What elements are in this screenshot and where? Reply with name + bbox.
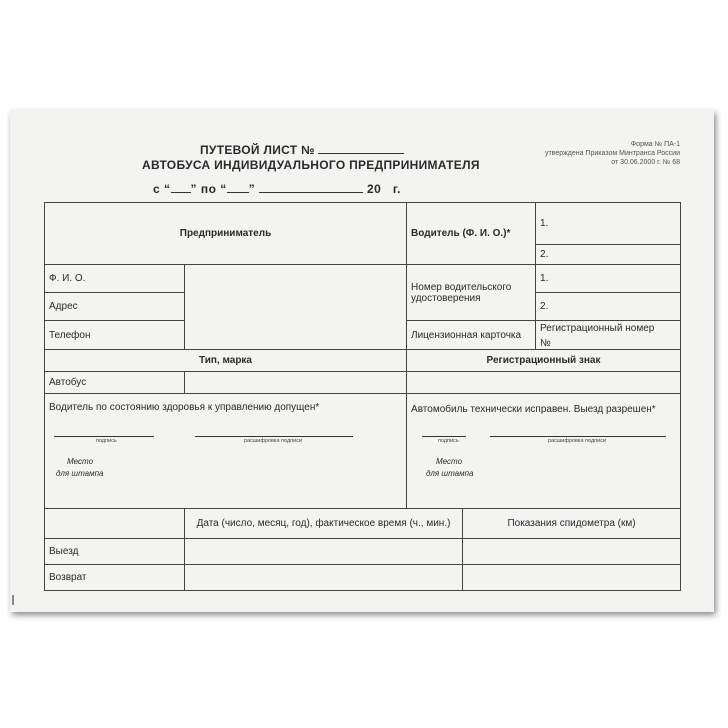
decode-caption: расшифровка подписи [244, 438, 303, 444]
date-range: с “ ” по “ ” 20 г. [153, 182, 401, 196]
datetime-header: Дата (число, месяц, год), фактическое время (ч., мин.) [185, 509, 463, 539]
entrepreneur-data-field[interactable] [185, 265, 407, 350]
decode-caption-2: расшифровка подписи [548, 438, 607, 444]
stamp-place-3: Место [436, 457, 463, 466]
form-ref-2: утверждена Приказом Минтранса России [544, 150, 680, 157]
mechanic-decode-line[interactable] [490, 436, 666, 437]
vehicle-ok-box [407, 394, 681, 509]
bus-label: Автобус [45, 372, 185, 394]
reg-sign-field[interactable] [407, 372, 681, 394]
form-ref-3: от 30.06.2000 г. № 68 [611, 159, 680, 166]
driver-health-box [45, 394, 407, 509]
fio-label: Ф. И. О. [45, 265, 185, 293]
day-to-field[interactable] [227, 181, 249, 193]
address-label: Адрес [45, 293, 185, 321]
license-label: Номер водительского удостоверения [407, 265, 536, 321]
waybill-subtitle: АВТОБУСА ИНДИВИДУАЛЬНОГО ПРЕДПРИНИМАТЕЛЯ [142, 158, 480, 172]
departure-label: Выезд [45, 539, 185, 565]
driver-signature-line[interactable] [54, 436, 154, 437]
signature-caption-2: подпись [438, 438, 459, 444]
return-time-field[interactable] [185, 565, 463, 591]
mechanic-signature-line[interactable] [422, 436, 466, 437]
bus-type-field[interactable] [185, 372, 407, 394]
vehicle-ok-text: Автомобиль технически исправен. Выезд разрешен* [411, 404, 656, 415]
reg-number-field[interactable] [536, 321, 681, 350]
driver-health-text: Водитель по состоянию здоровья к управлению допущен* [49, 402, 320, 413]
stamp-place-1: Место [67, 457, 94, 466]
phone-label: Телефон [45, 321, 185, 350]
license-card-label: Лицензионная карточка [407, 321, 536, 350]
trip-corner [45, 509, 185, 539]
reg-number-label: Регистрационный номер [540, 323, 655, 334]
day-from-field[interactable] [171, 181, 191, 193]
waybill-number-field[interactable] [318, 142, 404, 154]
return-label: Возврат [45, 565, 185, 591]
month-field[interactable] [259, 181, 363, 193]
reg-sign-header: Регистрационный знак [407, 350, 681, 372]
entrepreneur-header: Предприниматель [45, 203, 407, 265]
waybill-title: ПУТЕВОЙ ЛИСТ № [200, 142, 404, 157]
stamp-place-4: для штампа [426, 469, 474, 478]
driver-decode-line[interactable] [195, 436, 353, 437]
driver-1-field[interactable]: 1. [536, 203, 681, 245]
signature-caption: подпись [96, 438, 117, 444]
type-header: Тип, марка [45, 350, 407, 372]
form-ref-1: Форма № ПА-1 [630, 141, 680, 148]
reg-number-no: № [540, 338, 551, 349]
waybill-table [44, 202, 681, 591]
driver-header: Водитель (Ф. И. О.)* [407, 203, 536, 265]
stamp-place-2: для штампа [56, 469, 104, 478]
departure-time-field[interactable] [185, 539, 463, 565]
departure-speedo-field[interactable] [463, 539, 681, 565]
return-speedo-field[interactable] [463, 565, 681, 591]
speedo-header: Показания спидометра (км) [463, 509, 681, 539]
driver-2-field[interactable]: 2. [536, 245, 681, 265]
license-1-field[interactable]: 1. [536, 265, 681, 293]
corner-mark [12, 595, 14, 605]
license-2-field[interactable]: 2. [536, 293, 681, 321]
